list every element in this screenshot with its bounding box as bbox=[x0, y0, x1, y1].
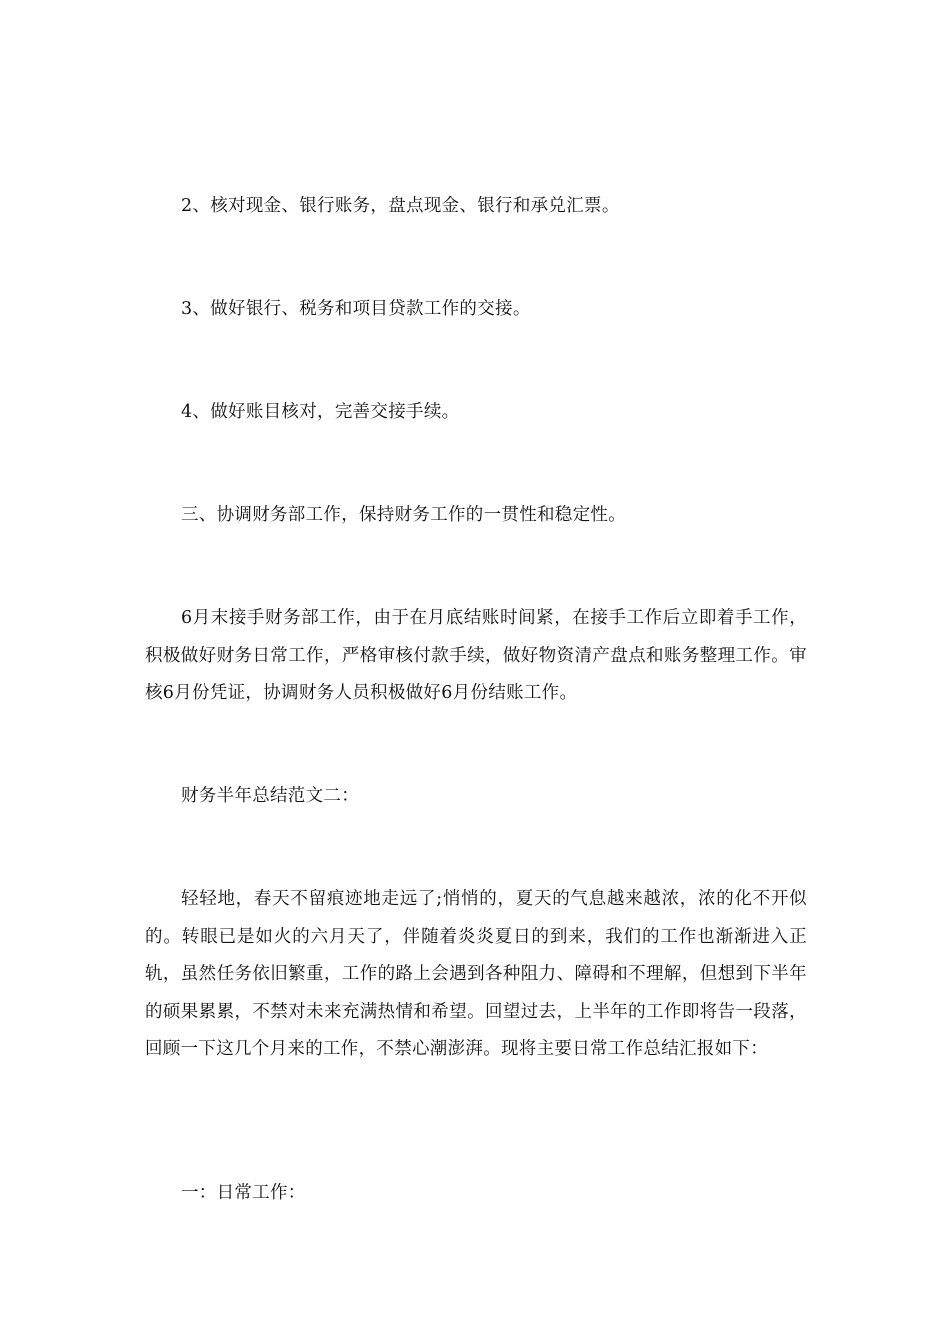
paragraph-item-4: 4、做好账目核对，完善交接手续。 bbox=[181, 402, 460, 422]
section-heading-daily-work: 一：日常工作： bbox=[181, 1183, 306, 1203]
paragraph-intro: 轻轻地，春天不留痕迹地走远了;悄悄的，夏天的气息越来越浓，浓的化不开似的。转眼已是如火的六月天了，伴随着炎炎夏日的到来，我们的工作也渐渐进入正轨，虽然任务依旧繁重，工作的路上会遇到各种阻力、障碍和不理解，但想到下半年的硕果累累，不禁对未来充满热情和希望。回望过去，上半年的工作即将告一段落，回顾一下这几个月来的工作，不禁心潮澎湃。现将主要日常工作总结汇报如下： bbox=[145, 889, 807, 1059]
paragraph-june-work: 6月末接手财务部工作，由于在月底结账时间紧，在接手工作后立即着手工作，积极做好财务日常工作，严格审核付款手续，做好物资清产盘点和账务整理工作。审核6月份凭证，协调财务人员积极做好6月份结账工作。 bbox=[145, 608, 807, 703]
section-heading-3: 三、协调财务部工作，保持财务工作的一贯性和稳定性。 bbox=[181, 505, 626, 525]
sample-title-2: 财务半年总结范文二： bbox=[181, 786, 359, 806]
paragraph-item-2: 2、核对现金、银行账务，盘点现金、银行和承兑汇票。 bbox=[181, 196, 620, 216]
paragraph-item-3: 3、做好银行、税务和项目贷款工作的交接。 bbox=[181, 299, 531, 319]
